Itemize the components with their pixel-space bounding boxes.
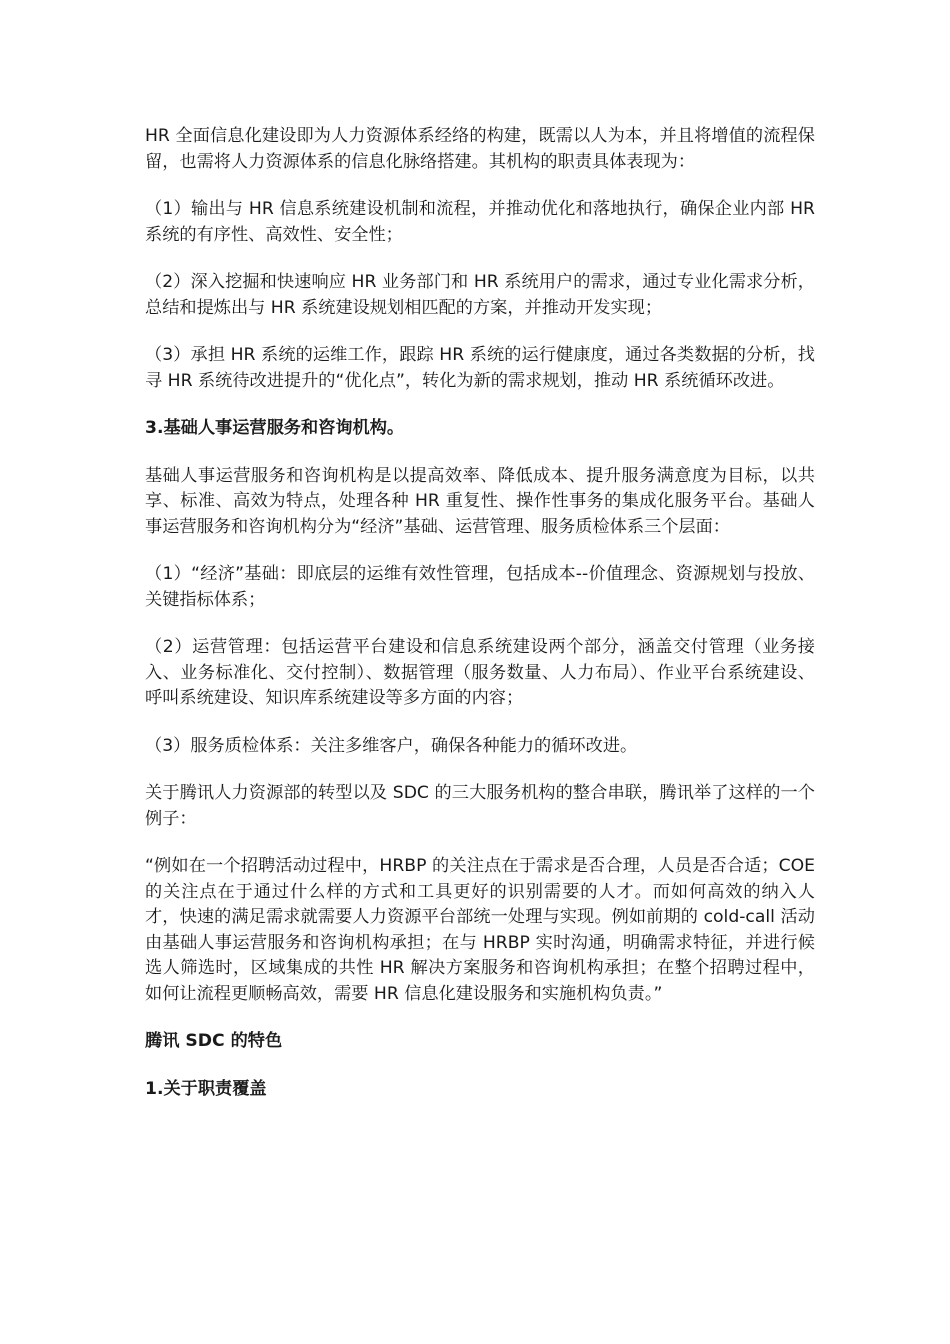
section-3-item-3: （3）服务质检体系：关注多维客户，确保各种能力的循环改进。 — [145, 735, 638, 756]
section-3-item-1: （1）“经济”基础：即底层的运维有效性管理，包括成本--价值理念、资源规划与投放、关键指标体系； — [145, 564, 815, 610]
example-quote-paragraph: “例如在一个招聘活动过程中，HRBP 的关注点在于需求是否合理，人员是否合适；COE 的关注点在于通过什么样的方式和工具更好的识别需要的人才。而如何高效的纳入人才，快速的满足需求就需要人力资源平台部统一处理与实现。例如前期的 cold-call 活动由基础人事运营服务和咨询机构承担；在与 HRBP 实时沟通，明确需求特征，并进行候选人筛选时，区域集成的共性 HR 解决方案服务和咨询机构承担；在整个招聘过程中，如何让流程更顺畅高效，需要 HR 信息化建设服务和实施机构负责。” — [145, 856, 821, 1004]
list-item-1: （1）输出与 HR 信息系统建设机制和流程，并推动优化和落地执行，确保企业内部 HR 系统的有序性、高效性、安全性； — [145, 199, 821, 245]
sdc-features-heading: 腾讯 SDC 的特色 — [145, 1031, 283, 1051]
example-intro-paragraph: 关于腾讯人力资源部的转型以及 SDC 的三大服务机构的整合串联，腾讯举了这样的一个例子： — [145, 783, 815, 829]
section-3-item-2: （2）运营管理：包括运营平台建设和信息系统建设两个部分，涵盖交付管理（业务接入、业务标准化、交付控制）、数据管理（服务数量、人力布局）、作业平台系统建设、呼叫系统建设、知识库系统建设等多方面的内容； — [145, 637, 815, 708]
list-item-2: （2）深入挖掘和快速响应 HR 业务部门和 HR 系统用户的需求，通过专业化需求分析，总结和提炼出与 HR 系统建设规划相匹配的方案，并推动开发实现； — [145, 272, 815, 318]
intro-paragraph: HR 全面信息化建设即为人力资源体系经络的构建，既需以人为本，并且将增值的流程保留，也需将人力资源体系的信息化脉络搭建。其机构的职责具体表现为： — [145, 126, 815, 172]
document-page — [145, 124, 821, 1124]
section-heading-3: 3.基础人事运营服务和咨询机构。 — [145, 418, 405, 438]
section-3-paragraph: 基础人事运营服务和咨询机构是以提高效率、降低成本、提升服务满意度为目标，以共享、标准、高效为特点，处理各种 HR 重复性、操作性事务的集成化服务平台。基础人事运营服务和咨询机构分为“经济”基础、运营管理、服务质检体系三个层面： — [145, 465, 815, 537]
responsibility-coverage-heading: 1.关于职责覆盖 — [145, 1078, 267, 1099]
list-item-3: （3）承担 HR 系统的运维工作，跟踪 HR 系统的运行健康度，通过各类数据的分析，找寻 HR 系统待改进提升的“优化点”，转化为新的需求规划，推动 HR 系统循环改进。 — [145, 345, 815, 391]
